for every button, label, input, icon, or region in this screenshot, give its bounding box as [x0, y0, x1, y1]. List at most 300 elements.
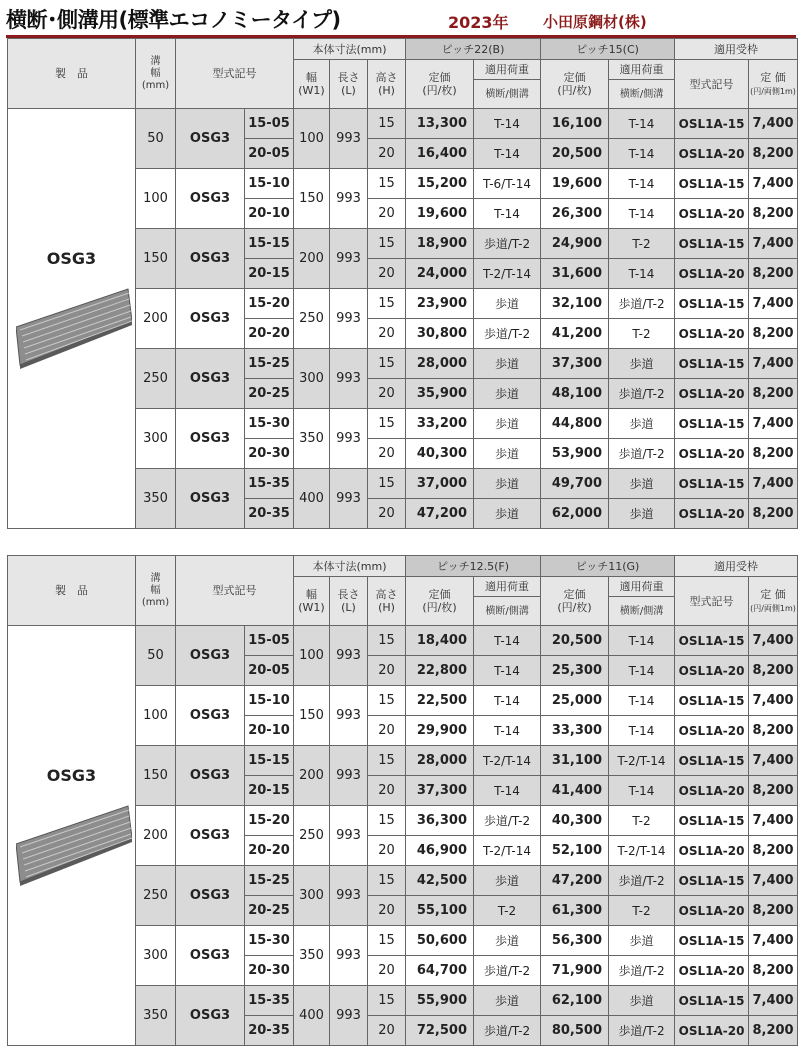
- body-height: 20: [368, 656, 406, 686]
- frame-price: 7,400: [749, 109, 798, 139]
- table-row: [8, 626, 798, 656]
- load-b: T-2/T-14: [609, 746, 675, 776]
- load-b: T-14: [609, 656, 675, 686]
- groove-width: 300: [136, 409, 176, 469]
- frame-price: 8,200: [749, 379, 798, 409]
- price-b: 33,300: [541, 716, 609, 746]
- col-price-b: 定価 (円/枚): [541, 60, 609, 109]
- body-width: 250: [294, 289, 330, 349]
- frame-model: OSL1A-20: [675, 319, 749, 349]
- price-b: 41,400: [541, 776, 609, 806]
- load-a: 歩道: [474, 439, 541, 469]
- price-a: 30,800: [406, 319, 474, 349]
- frame-price: 7,400: [749, 469, 798, 499]
- load-a: 歩道: [474, 349, 541, 379]
- body-height: 20: [368, 499, 406, 529]
- body-height: 15: [368, 686, 406, 716]
- frame-price: 7,400: [749, 626, 798, 656]
- load-a: 歩道: [474, 499, 541, 529]
- price-a: 36,300: [406, 806, 474, 836]
- load-a: T-14: [474, 776, 541, 806]
- body-length: 993: [330, 469, 368, 529]
- groove-width: 100: [136, 686, 176, 746]
- series-code: OSG3: [176, 109, 245, 169]
- model-code: 15-20: [245, 289, 294, 319]
- model-code: 15-10: [245, 169, 294, 199]
- load-a: 歩道: [474, 379, 541, 409]
- series-code: OSG3: [176, 686, 245, 746]
- price-b: 56,300: [541, 926, 609, 956]
- load-b: T-14: [609, 109, 675, 139]
- frame-model: OSL1A-15: [675, 746, 749, 776]
- groove-width: 50: [136, 626, 176, 686]
- frame-price: 7,400: [749, 986, 798, 1016]
- frame-price: 7,400: [749, 169, 798, 199]
- load-a: 歩道/T-2: [474, 956, 541, 986]
- series-code: OSG3: [176, 926, 245, 986]
- groove-width: 50: [136, 109, 176, 169]
- frame-model: OSL1A-15: [675, 686, 749, 716]
- frame-price: 8,200: [749, 499, 798, 529]
- frame-model: OSL1A-15: [675, 626, 749, 656]
- load-b: T-14: [609, 199, 675, 229]
- frame-price: 7,400: [749, 746, 798, 776]
- load-b: T-2: [609, 896, 675, 926]
- year-label: 2023年: [448, 13, 509, 32]
- body-height: 20: [368, 439, 406, 469]
- frame-model: OSL1A-20: [675, 499, 749, 529]
- load-b: 歩道/T-2: [609, 956, 675, 986]
- model-code: 20-05: [245, 656, 294, 686]
- frame-model: OSL1A-20: [675, 139, 749, 169]
- groove-width: 350: [136, 986, 176, 1046]
- price-a: 16,400: [406, 139, 474, 169]
- frame-model: OSL1A-20: [675, 896, 749, 926]
- model-code: 15-35: [245, 469, 294, 499]
- col-load-sub-a: 横断/側溝: [474, 597, 541, 626]
- load-a: T-14: [474, 199, 541, 229]
- model-code: 20-35: [245, 499, 294, 529]
- frame-price: 8,200: [749, 656, 798, 686]
- frame-price: 7,400: [749, 926, 798, 956]
- body-height: 20: [368, 1016, 406, 1046]
- price-b: 32,100: [541, 289, 609, 319]
- load-a: 歩道/T-2: [474, 1016, 541, 1046]
- price-a: 42,500: [406, 866, 474, 896]
- price-a: 15,200: [406, 169, 474, 199]
- load-a: 歩道: [474, 409, 541, 439]
- body-height: 20: [368, 199, 406, 229]
- col-frame-model: 型式記号: [675, 60, 749, 109]
- body-width: 300: [294, 866, 330, 926]
- frame-price: 8,200: [749, 139, 798, 169]
- body-length: 993: [330, 349, 368, 409]
- price-a: 22,500: [406, 686, 474, 716]
- series-code: OSG3: [176, 746, 245, 806]
- model-code: 20-20: [245, 319, 294, 349]
- series-code: OSG3: [176, 409, 245, 469]
- load-a: 歩道: [474, 469, 541, 499]
- frame-model: OSL1A-20: [675, 199, 749, 229]
- table-row: [8, 109, 798, 139]
- load-a: T-14: [474, 139, 541, 169]
- load-b: 歩道/T-2: [609, 439, 675, 469]
- groove-width: 250: [136, 866, 176, 926]
- body-length: 993: [330, 806, 368, 866]
- col-load-sub-b: 横断/側溝: [609, 597, 675, 626]
- body-length: 993: [330, 409, 368, 469]
- price-b: 24,900: [541, 229, 609, 259]
- frame-model: OSL1A-20: [675, 776, 749, 806]
- price-b: 61,300: [541, 896, 609, 926]
- frame-model: OSL1A-20: [675, 716, 749, 746]
- body-height: 20: [368, 956, 406, 986]
- load-b: 歩道/T-2: [609, 379, 675, 409]
- frame-price: 8,200: [749, 776, 798, 806]
- frame-price: 8,200: [749, 896, 798, 926]
- series-code: OSG3: [176, 469, 245, 529]
- load-b: T-14: [609, 139, 675, 169]
- body-width: 100: [294, 626, 330, 686]
- price-a: 47,200: [406, 499, 474, 529]
- body-length: 993: [330, 229, 368, 289]
- price-a: 46,900: [406, 836, 474, 866]
- groove-width: 150: [136, 746, 176, 806]
- col-load-b: 適用荷重: [609, 577, 675, 597]
- col-length: 長さ (L): [330, 577, 368, 626]
- price-b: 40,300: [541, 806, 609, 836]
- price-a: 55,900: [406, 986, 474, 1016]
- series-code: OSG3: [176, 169, 245, 229]
- price-b: 19,600: [541, 169, 609, 199]
- load-a: T-2: [474, 896, 541, 926]
- body-length: 993: [330, 626, 368, 686]
- load-b: T-2: [609, 806, 675, 836]
- load-b: 歩道: [609, 349, 675, 379]
- frame-price: 8,200: [749, 1016, 798, 1046]
- load-b: 歩道/T-2: [609, 866, 675, 896]
- header: [6, 4, 796, 38]
- grating-panel-icon: [16, 287, 132, 369]
- col-model: 型式記号: [176, 39, 294, 109]
- frame-price: 7,400: [749, 866, 798, 896]
- body-length: 993: [330, 866, 368, 926]
- frame-price: 7,400: [749, 686, 798, 716]
- price-a: 23,900: [406, 289, 474, 319]
- body-length: 993: [330, 746, 368, 806]
- frame-model: OSL1A-15: [675, 169, 749, 199]
- col-pitch-b: ピッチ15(C): [541, 39, 675, 60]
- price-a: 35,900: [406, 379, 474, 409]
- model-code: 20-15: [245, 776, 294, 806]
- price-b: 37,300: [541, 349, 609, 379]
- col-frame: 適用受枠: [675, 39, 798, 60]
- body-height: 15: [368, 469, 406, 499]
- body-width: 300: [294, 349, 330, 409]
- groove-width: 200: [136, 289, 176, 349]
- load-a: T-2/T-14: [474, 259, 541, 289]
- load-b: T-14: [609, 169, 675, 199]
- col-width: 幅 (W1): [294, 577, 330, 626]
- model-code: 20-10: [245, 716, 294, 746]
- frame-price: 7,400: [749, 409, 798, 439]
- col-width: 幅 (W1): [294, 60, 330, 109]
- price-table-1: [7, 38, 797, 529]
- body-width: 400: [294, 469, 330, 529]
- price-b: 31,600: [541, 259, 609, 289]
- frame-model: OSL1A-15: [675, 229, 749, 259]
- price-b: 20,500: [541, 139, 609, 169]
- col-groove: 溝 幅 (mm): [136, 556, 176, 626]
- body-height: 20: [368, 776, 406, 806]
- frame-model: OSL1A-20: [675, 656, 749, 686]
- load-b: 歩道/T-2: [609, 1016, 675, 1046]
- model-code: 15-25: [245, 866, 294, 896]
- price-table: [7, 555, 798, 1046]
- col-frame-price: 定 価 (円/両側1m): [749, 60, 798, 109]
- frame-model: OSL1A-15: [675, 349, 749, 379]
- frame-model: OSL1A-15: [675, 926, 749, 956]
- price-b: 71,900: [541, 956, 609, 986]
- price-a: 22,800: [406, 656, 474, 686]
- frame-price: 7,400: [749, 229, 798, 259]
- model-code: 20-20: [245, 836, 294, 866]
- frame-price: 8,200: [749, 259, 798, 289]
- body-height: 15: [368, 626, 406, 656]
- frame-model: OSL1A-15: [675, 866, 749, 896]
- model-code: 15-05: [245, 109, 294, 139]
- load-a: 歩道/T-2: [474, 229, 541, 259]
- col-product: 製 品: [8, 39, 136, 109]
- model-code: 15-10: [245, 686, 294, 716]
- series-code: OSG3: [176, 986, 245, 1046]
- load-b: T-2: [609, 319, 675, 349]
- model-code: 15-30: [245, 409, 294, 439]
- body-height: 20: [368, 379, 406, 409]
- col-height: 高さ (H): [368, 577, 406, 626]
- model-code: 20-05: [245, 139, 294, 169]
- model-code: 15-25: [245, 349, 294, 379]
- body-height: 20: [368, 716, 406, 746]
- price-a: 19,600: [406, 199, 474, 229]
- load-b: T-14: [609, 626, 675, 656]
- load-b: 歩道: [609, 986, 675, 1016]
- price-b: 47,200: [541, 866, 609, 896]
- price-a: 37,000: [406, 469, 474, 499]
- frame-model: OSL1A-15: [675, 469, 749, 499]
- body-height: 15: [368, 746, 406, 776]
- groove-width: 350: [136, 469, 176, 529]
- price-b: 44,800: [541, 409, 609, 439]
- load-a: T-14: [474, 109, 541, 139]
- body-height: 15: [368, 806, 406, 836]
- col-price-b: 定価 (円/枚): [541, 577, 609, 626]
- col-groove: 溝 幅 (mm): [136, 39, 176, 109]
- load-a: T-2/T-14: [474, 746, 541, 776]
- model-code: 20-10: [245, 199, 294, 229]
- series-code: OSG3: [176, 229, 245, 289]
- groove-width: 300: [136, 926, 176, 986]
- model-code: 15-05: [245, 626, 294, 656]
- model-code: 15-15: [245, 229, 294, 259]
- col-price-a: 定価 (円/枚): [406, 60, 474, 109]
- price-b: 25,000: [541, 686, 609, 716]
- col-load-b: 適用荷重: [609, 60, 675, 80]
- price-b: 48,100: [541, 379, 609, 409]
- price-a: 33,200: [406, 409, 474, 439]
- price-a: 13,300: [406, 109, 474, 139]
- col-load-sub-b: 横断/側溝: [609, 80, 675, 109]
- price-b: 20,500: [541, 626, 609, 656]
- series-code: OSG3: [176, 349, 245, 409]
- price-a: 37,300: [406, 776, 474, 806]
- load-a: T-14: [474, 626, 541, 656]
- groove-width: 150: [136, 229, 176, 289]
- body-width: 150: [294, 686, 330, 746]
- load-a: T-14: [474, 686, 541, 716]
- model-code: 20-30: [245, 439, 294, 469]
- body-width: 350: [294, 409, 330, 469]
- price-b: 62,100: [541, 986, 609, 1016]
- model-code: 15-30: [245, 926, 294, 956]
- body-height: 20: [368, 319, 406, 349]
- load-b: T-14: [609, 259, 675, 289]
- load-b: T-14: [609, 686, 675, 716]
- frame-model: OSL1A-20: [675, 259, 749, 289]
- product-name: OSG3: [46, 766, 97, 785]
- body-height: 20: [368, 259, 406, 289]
- load-a: 歩道: [474, 926, 541, 956]
- model-code: 20-30: [245, 956, 294, 986]
- price-a: 18,900: [406, 229, 474, 259]
- load-a: 歩道: [474, 289, 541, 319]
- body-length: 993: [330, 289, 368, 349]
- body-height: 20: [368, 836, 406, 866]
- groove-width: 100: [136, 169, 176, 229]
- load-a: T-2/T-14: [474, 836, 541, 866]
- price-b: 31,100: [541, 746, 609, 776]
- frame-model: OSL1A-15: [675, 986, 749, 1016]
- frame-price: 8,200: [749, 199, 798, 229]
- body-height: 15: [368, 926, 406, 956]
- col-pitch-a: ピッチ22(B): [406, 39, 541, 60]
- body-length: 993: [330, 686, 368, 746]
- series-code: OSG3: [176, 806, 245, 866]
- col-pitch-a: ピッチ12.5(F): [406, 556, 541, 577]
- product-name: OSG3: [46, 249, 97, 268]
- load-b: T-14: [609, 716, 675, 746]
- frame-model: OSL1A-15: [675, 806, 749, 836]
- price-table: [7, 38, 798, 529]
- model-code: 20-25: [245, 379, 294, 409]
- frame-model: OSL1A-20: [675, 956, 749, 986]
- load-a: 歩道/T-2: [474, 319, 541, 349]
- body-height: 15: [368, 109, 406, 139]
- frame-model: OSL1A-20: [675, 1016, 749, 1046]
- price-table-2: [7, 555, 797, 1046]
- load-a: T-14: [474, 656, 541, 686]
- model-code: 20-25: [245, 896, 294, 926]
- body-width: 200: [294, 746, 330, 806]
- groove-width: 250: [136, 349, 176, 409]
- load-a: 歩道: [474, 986, 541, 1016]
- col-model: 型式記号: [176, 556, 294, 626]
- body-height: 15: [368, 866, 406, 896]
- col-pitch-b: ピッチ11(G): [541, 556, 675, 577]
- frame-model: OSL1A-15: [675, 109, 749, 139]
- model-code: 20-15: [245, 259, 294, 289]
- price-a: 29,900: [406, 716, 474, 746]
- series-code: OSG3: [176, 289, 245, 349]
- body-height: 15: [368, 229, 406, 259]
- body-width: 150: [294, 169, 330, 229]
- col-product: 製 品: [8, 556, 136, 626]
- body-height: 20: [368, 896, 406, 926]
- frame-model: OSL1A-15: [675, 409, 749, 439]
- col-frame: 適用受枠: [675, 556, 798, 577]
- price-a: 55,100: [406, 896, 474, 926]
- product-cell: [8, 626, 136, 1046]
- load-a: T-14: [474, 716, 541, 746]
- body-width: 200: [294, 229, 330, 289]
- load-b: 歩道: [609, 469, 675, 499]
- price-b: 41,200: [541, 319, 609, 349]
- grating-panel-icon: [16, 804, 132, 886]
- price-b: 80,500: [541, 1016, 609, 1046]
- maker-label: 小田原鋼材(株): [543, 13, 647, 31]
- col-frame-price: 定 価 (円/両側1m): [749, 577, 798, 626]
- model-code: 15-20: [245, 806, 294, 836]
- series-code: OSG3: [176, 866, 245, 926]
- frame-model: OSL1A-15: [675, 289, 749, 319]
- frame-price: 7,400: [749, 806, 798, 836]
- price-b: 52,100: [541, 836, 609, 866]
- body-height: 15: [368, 349, 406, 379]
- frame-model: OSL1A-20: [675, 836, 749, 866]
- body-length: 993: [330, 986, 368, 1046]
- load-b: 歩道/T-2: [609, 289, 675, 319]
- load-b: 歩道: [609, 499, 675, 529]
- load-a: 歩道/T-2: [474, 806, 541, 836]
- col-price-a: 定価 (円/枚): [406, 577, 474, 626]
- body-height: 15: [368, 169, 406, 199]
- col-body-size: 本体寸法(mm): [294, 556, 406, 577]
- price-b: 26,300: [541, 199, 609, 229]
- body-height: 20: [368, 139, 406, 169]
- series-code: OSG3: [176, 626, 245, 686]
- col-load-sub-a: 横断/側溝: [474, 80, 541, 109]
- price-b: 62,000: [541, 499, 609, 529]
- body-length: 993: [330, 926, 368, 986]
- col-body-size: 本体寸法(mm): [294, 39, 406, 60]
- model-code: 15-35: [245, 986, 294, 1016]
- price-a: 28,000: [406, 746, 474, 776]
- body-length: 993: [330, 109, 368, 169]
- load-b: T-2: [609, 229, 675, 259]
- frame-price: 8,200: [749, 836, 798, 866]
- price-a: 50,600: [406, 926, 474, 956]
- page-title: 横断･側溝用(標準エコノミータイプ): [6, 8, 341, 32]
- col-frame-model: 型式記号: [675, 577, 749, 626]
- frame-price: 7,400: [749, 349, 798, 379]
- frame-price: 8,200: [749, 319, 798, 349]
- load-b: 歩道: [609, 926, 675, 956]
- body-width: 100: [294, 109, 330, 169]
- price-a: 40,300: [406, 439, 474, 469]
- price-b: 49,700: [541, 469, 609, 499]
- frame-model: OSL1A-20: [675, 439, 749, 469]
- price-a: 64,700: [406, 956, 474, 986]
